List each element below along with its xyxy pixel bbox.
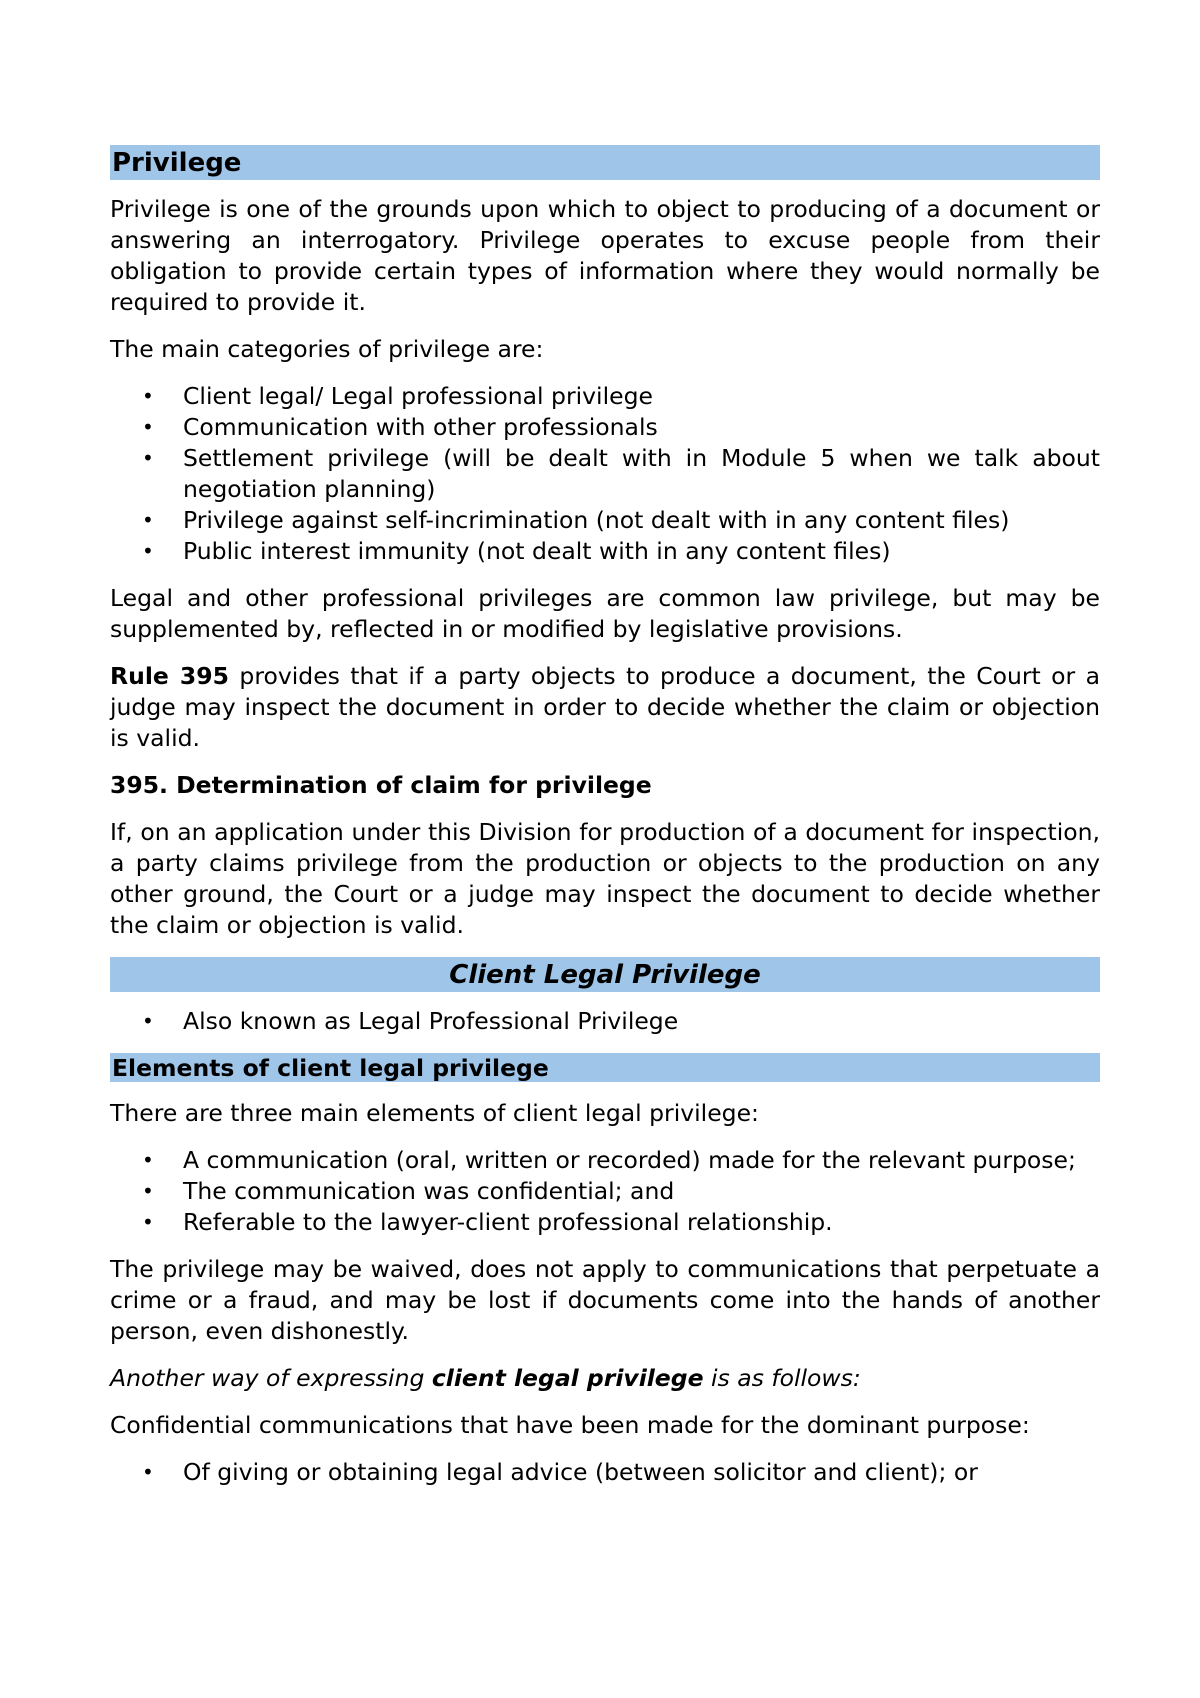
section-heading-privilege: Privilege (110, 145, 1100, 180)
list-item: • The communication was confidential; and (142, 1177, 675, 1205)
list-item: • Client legal/ Legal professional privilege (142, 382, 653, 410)
list-item: • Also known as Legal Professional Privilege (142, 1007, 679, 1035)
bullet-icon: • (142, 1210, 154, 1234)
list-item: • Of giving or obtaining legal advice (between solicitor and client); or (142, 1458, 978, 1486)
common-law-paragraph: Legal and other professional privileges are common law privilege, but may be supplemented by, reflected in or modified by legislative provisions. (110, 584, 1100, 643)
bullet-icon: • (142, 384, 154, 408)
document-page (110, 145, 1100, 1504)
list-item: • A communication (oral, written or recorded) made for the relevant purpose; (142, 1146, 1076, 1174)
list-item: • Privilege against self-incrimination (not dealt with in any content files) (142, 506, 1010, 534)
bullet-icon: • (142, 446, 154, 470)
bullet-icon: • (142, 415, 154, 439)
rule395-text: provides that if a party objects to produce a document, the Court or a judge may inspect the document in order to decide whether the claim or objection is valid. (110, 662, 1101, 752)
bullet-icon: • (142, 1148, 154, 1172)
another-way-paragraph: Another way of expressing client legal privilege is as follows: (110, 1364, 861, 1392)
bullet-icon: • (142, 1179, 154, 1203)
rule395-paragraph (110, 661, 1100, 754)
waiver-paragraph: The privilege may be waived, does not apply to communications that perpetuate a crime or a fraud, and may be lost if documents come into the hands of another person, even dishonestly. (110, 1255, 1100, 1345)
list-item: • Public interest immunity (not dealt with in any content files) (142, 537, 891, 565)
aka-list (110, 1006, 1100, 1037)
elements-lead: There are three main elements of client legal privilege: (110, 1099, 759, 1127)
rule395-heading: 395. Determination of claim for privilege (110, 771, 652, 799)
bullet-icon: • (142, 508, 154, 532)
intro-paragraph: Privilege is one of the grounds upon which to object to producing of a document or answering an interrogatory. Privilege operates to excuse people from their obligation to provide certain types of information where they would normally be required to provide it. (110, 195, 1100, 316)
list-item: • Communication with other professionals (142, 413, 658, 441)
rule395-label: Rule 395 (110, 662, 229, 690)
list-item: • Referable to the lawyer-client professional relationship. (142, 1208, 833, 1236)
categories-lead: The main categories of privilege are: (110, 335, 544, 363)
categories-list (110, 381, 1100, 567)
section-heading-client-legal-privilege: Client Legal Privilege (110, 957, 1100, 992)
elements-list (110, 1145, 1100, 1238)
bullet-icon: • (142, 539, 154, 563)
bullet-icon: • (142, 1009, 154, 1033)
dominant-lead: Confidential communications that have been made for the dominant purpose: (110, 1411, 1030, 1439)
bullet-icon: • (142, 1460, 154, 1484)
list-item: • Settlement privilege (will be dealt with in Module 5 when we talk about negotiation planning) (142, 444, 1100, 503)
dominant-list (110, 1457, 1100, 1488)
rule395-body: If, on an application under this Division for production of a document for inspection, a party claims privilege from the production or objects to the production on any other ground, the Court or a judge may inspect the document to decide whether the claim or objection is valid. (110, 818, 1100, 939)
subheading-elements: Elements of client legal privilege (110, 1053, 1100, 1082)
